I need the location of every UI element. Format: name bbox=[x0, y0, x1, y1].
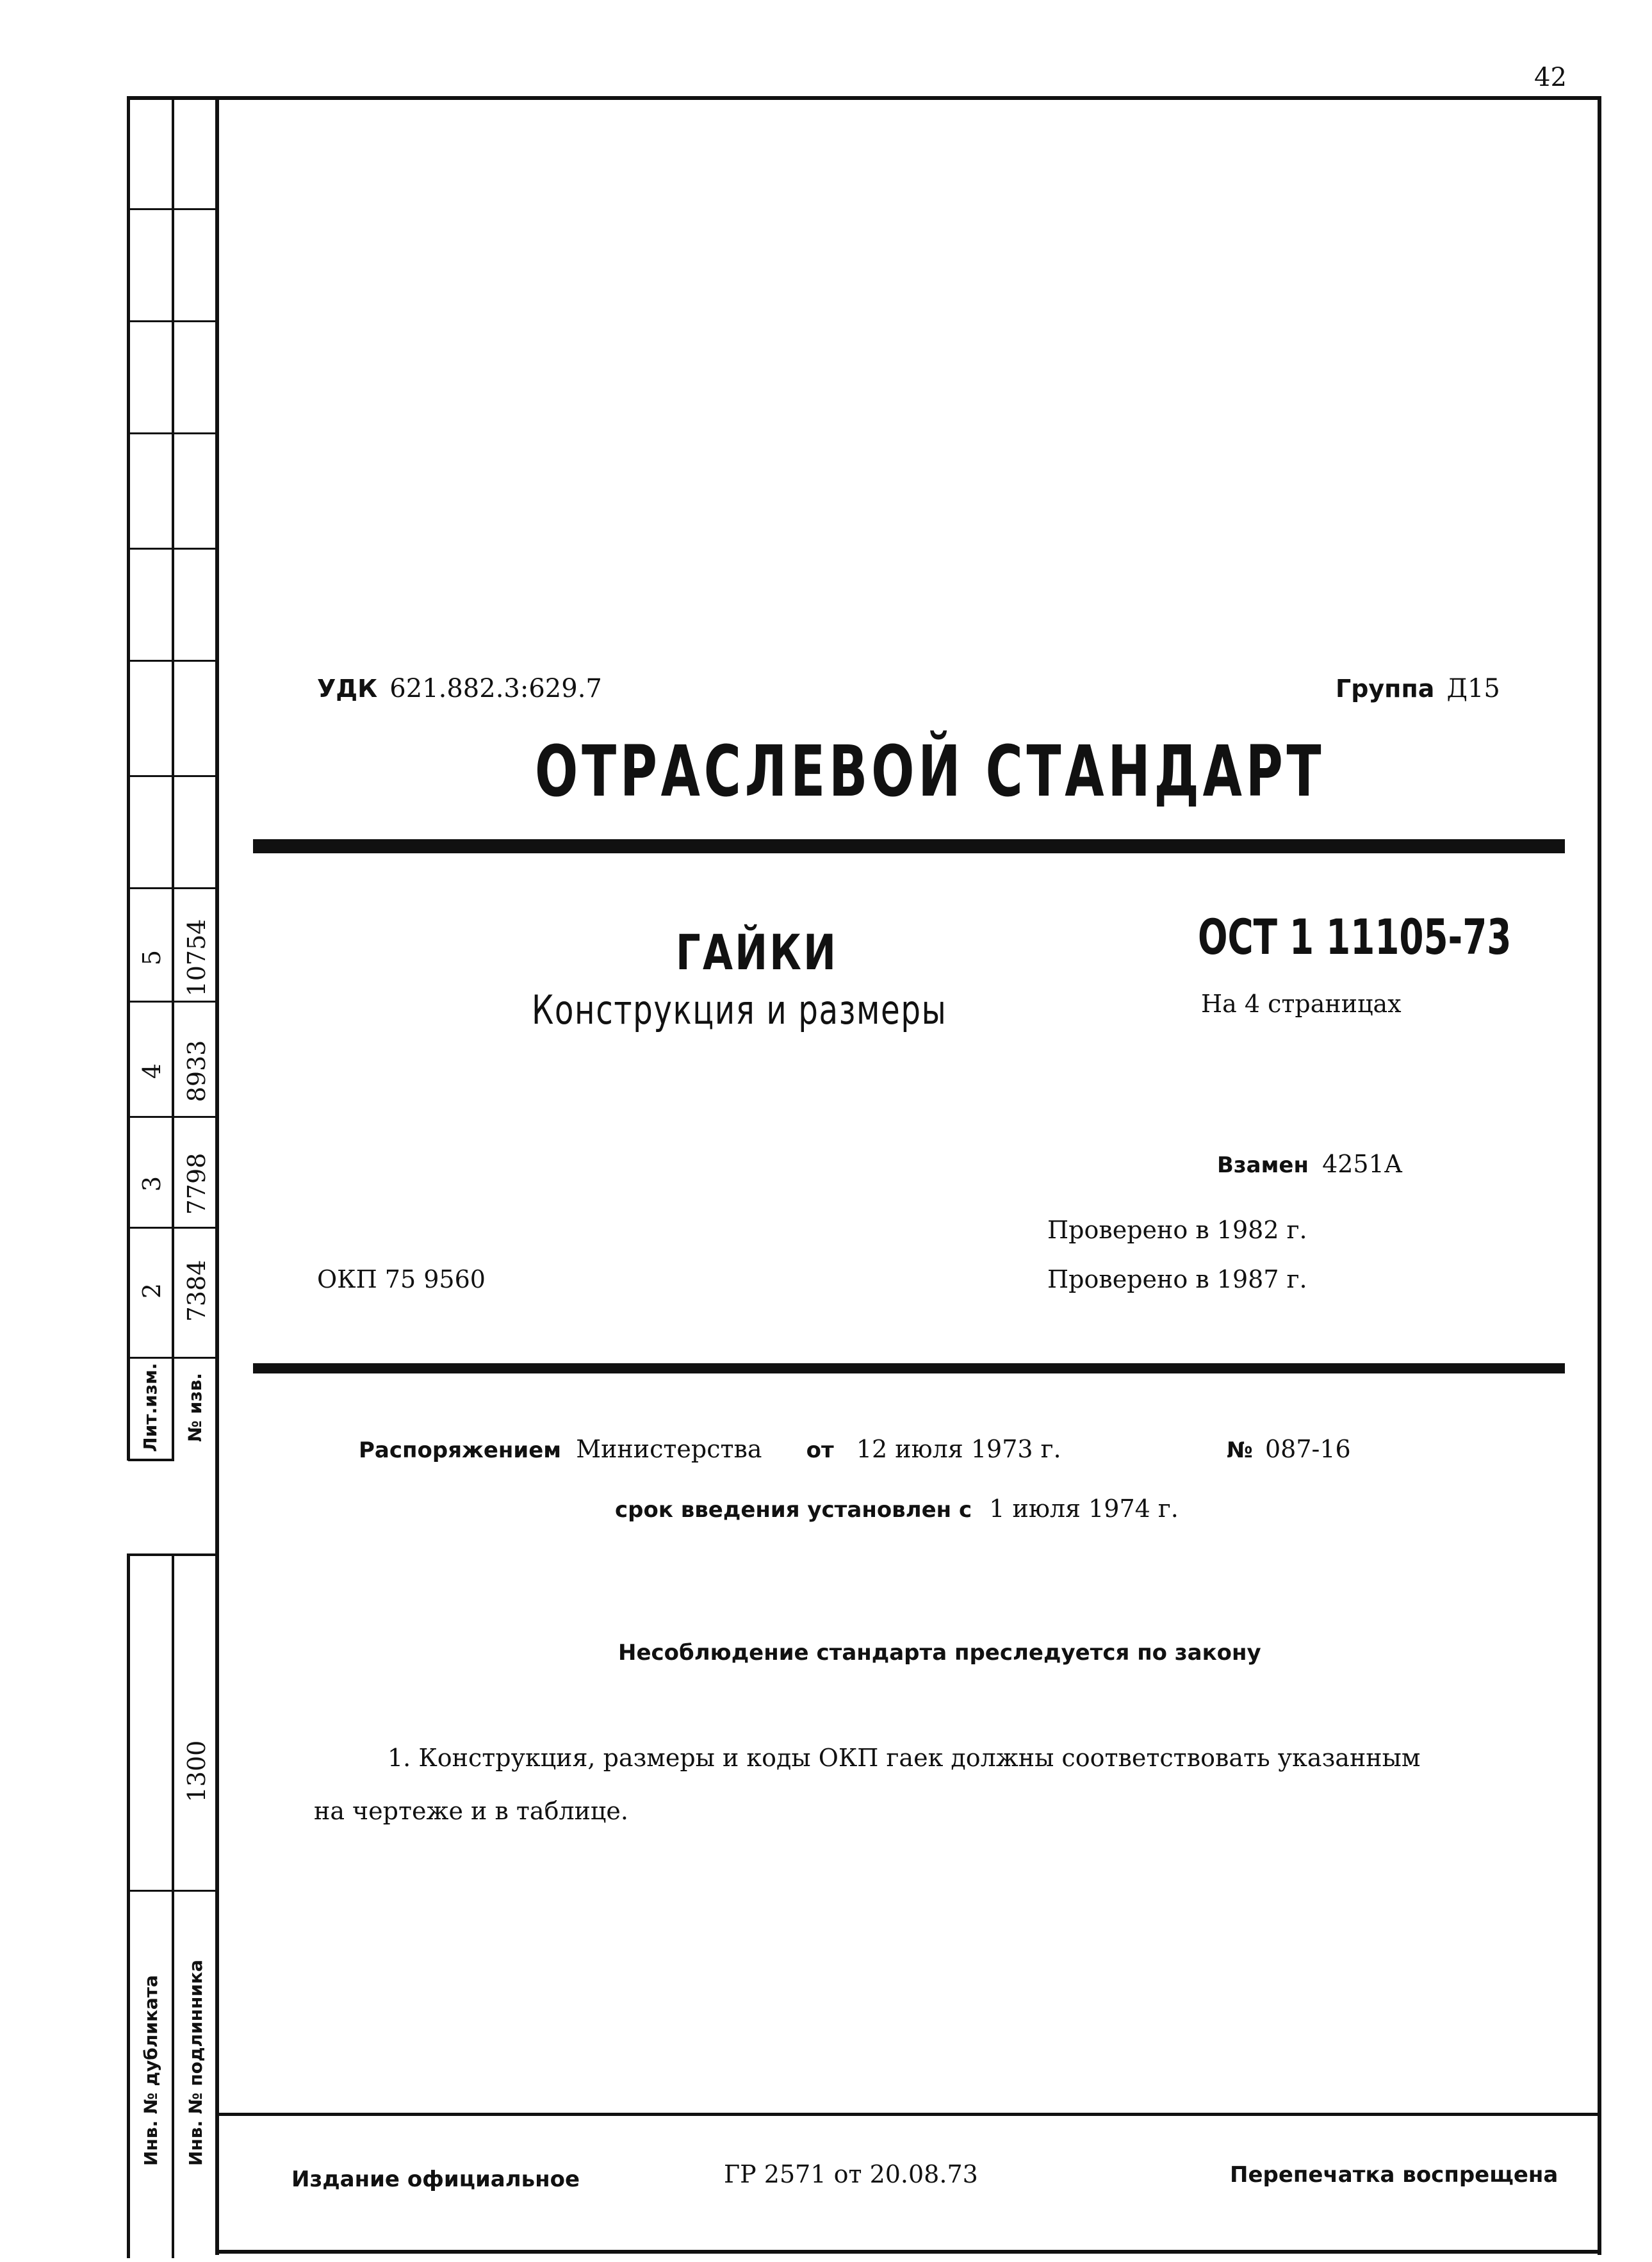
change-lit-3: 3 bbox=[138, 1176, 166, 1192]
frame-bottom-border bbox=[217, 2250, 1601, 2254]
stamp-column-divider-upper bbox=[172, 96, 174, 1461]
replaces-block bbox=[1217, 1150, 1403, 1178]
stamp-row-divider bbox=[128, 432, 218, 434]
reprint-prohibited: Перепечатка воспрещена bbox=[1230, 2162, 1558, 2188]
change-notice-7384: 7384 bbox=[183, 1259, 211, 1322]
product-subtitle: Конструкция и размеры bbox=[532, 987, 947, 1033]
stamp-row-divider bbox=[128, 775, 218, 777]
stamp-label-duplicate-inv: Инв. № дубликата bbox=[140, 1975, 161, 2166]
stamp-label-lit: Лит.изм. bbox=[140, 1363, 161, 1452]
change-lit-5: 5 bbox=[138, 949, 166, 966]
product-title: ГАЙКИ bbox=[676, 924, 838, 981]
stamp-row-divider bbox=[128, 208, 218, 210]
original-inv-number: 1300 bbox=[183, 1740, 211, 1803]
stamp-row-divider bbox=[128, 1890, 218, 1892]
stamp-left-border-upper bbox=[127, 96, 130, 1461]
udk-label: УДК bbox=[317, 675, 378, 703]
footer-divider bbox=[217, 2113, 1601, 2116]
change-notice-8933: 8933 bbox=[183, 1040, 211, 1102]
standard-designation: ОСТ 1 11105-73 bbox=[1198, 908, 1512, 965]
title-rule bbox=[253, 839, 1565, 853]
checked-1987: Проверено в 1987 г. bbox=[1047, 1265, 1307, 1293]
order-number-label: № bbox=[1227, 1438, 1253, 1463]
replaces-value: 4251А bbox=[1322, 1150, 1403, 1178]
effective-date: 1 июля 1974 г. bbox=[989, 1495, 1179, 1523]
group-value: Д15 bbox=[1446, 674, 1500, 703]
checked-1982: Проверено в 1982 г. bbox=[1047, 1216, 1307, 1244]
frame-right-border bbox=[1598, 96, 1601, 2255]
page-count: На 4 страницах bbox=[1201, 990, 1402, 1018]
order-number-block bbox=[1227, 1435, 1351, 1463]
section-rule bbox=[253, 1363, 1565, 1373]
okp-code: ОКП 75 9560 bbox=[317, 1265, 486, 1293]
change-notice-7798: 7798 bbox=[183, 1152, 211, 1215]
group-label: Группа bbox=[1336, 675, 1435, 703]
change-lit-2: 2 bbox=[138, 1283, 166, 1299]
order-from-label: от bbox=[806, 1438, 834, 1463]
stamp-label-notice: № изв. bbox=[184, 1373, 206, 1442]
udk-block bbox=[317, 674, 602, 703]
stamp-label-original-inv: Инв. № подлинника bbox=[185, 1960, 206, 2166]
order-date: 12 июля 1973 г. bbox=[856, 1435, 1061, 1463]
stamp-row-divider bbox=[128, 887, 218, 889]
gr-registration: ГР 2571 от 20.08.73 bbox=[724, 2160, 978, 2188]
effective-label: срок введения установлен с bbox=[615, 1497, 972, 1523]
change-notice-10754: 10754 bbox=[183, 919, 211, 997]
frame-left-border bbox=[215, 96, 219, 2255]
edition-official: Издание официальное bbox=[291, 2167, 580, 2192]
group-block bbox=[1336, 674, 1500, 703]
stamp-left-border-lower bbox=[127, 1553, 130, 2258]
replaces-label: Взамен bbox=[1217, 1152, 1309, 1178]
stamp-row-divider bbox=[128, 548, 218, 550]
main-title: ОТРАСЛЕВОЙ СТАНДАРТ bbox=[535, 730, 1325, 812]
warning-text: Несоблюдение стандарта преследуется по закону bbox=[618, 1640, 1261, 1666]
stamp-row-divider bbox=[128, 660, 218, 662]
frame-top-border bbox=[128, 96, 1601, 100]
clause-1-line-2: на чертеже и в таблице. bbox=[314, 1797, 628, 1825]
stamp-column-divider-lower bbox=[172, 1553, 174, 2258]
order-label: Распоряжением bbox=[359, 1438, 562, 1463]
stamp-row-divider bbox=[128, 320, 218, 322]
order-ministry: Министерства bbox=[576, 1435, 762, 1463]
udk-value: 621.882.3:629.7 bbox=[389, 674, 602, 703]
page-number: 42 bbox=[1534, 63, 1567, 92]
effective-line bbox=[615, 1495, 1179, 1523]
order-line bbox=[359, 1435, 1061, 1463]
stamp-row-divider bbox=[128, 1553, 218, 1556]
clause-1-line-1: 1. Конструкция, размеры и коды ОКП гаек должны соответствовать указанным bbox=[388, 1744, 1421, 1772]
change-lit-4: 4 bbox=[138, 1063, 166, 1079]
order-number: 087-16 bbox=[1265, 1435, 1351, 1463]
